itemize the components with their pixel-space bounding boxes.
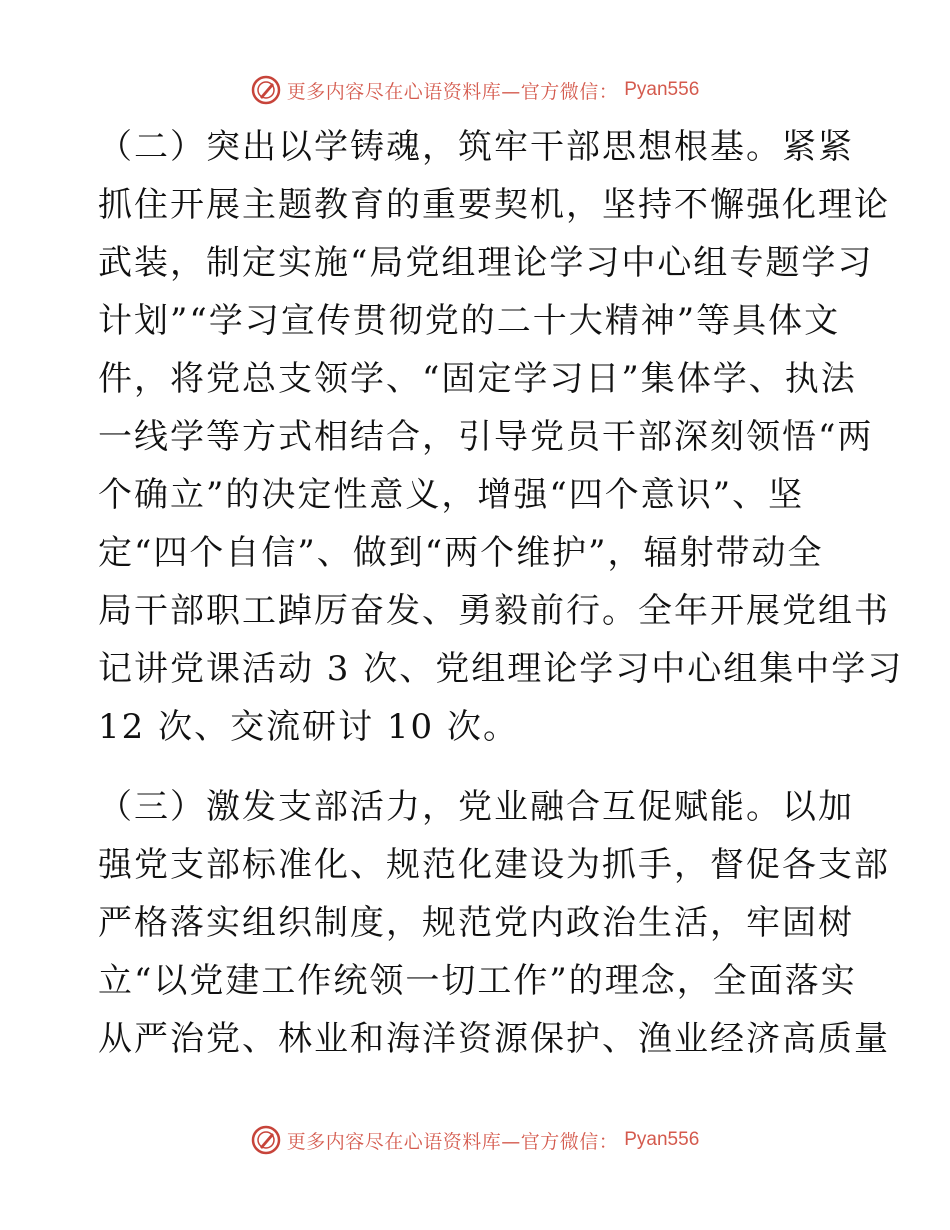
footer-watermark xyxy=(0,1120,950,1160)
paragraph-three xyxy=(98,778,890,1068)
text-line: （二）突出以学铸魂，筑牢干部思想根基。紧紧 xyxy=(98,127,854,167)
watermark-wechat-id: Pyan556 xyxy=(624,79,700,100)
document-body xyxy=(98,118,904,1068)
text-line: （三）激发支部活力，党业融合互促赋能。以加 xyxy=(98,787,854,827)
watermark-wechat-id: Pyan556 xyxy=(624,1129,700,1150)
paragraph-two xyxy=(98,118,904,756)
text-line: 抓住开展主题教育的重要契机，坚持不懈强化理论 xyxy=(98,185,890,225)
text-line: 定“四个自信”、做到“两个维护”，辐射带动全 xyxy=(98,533,824,573)
text-line: 12 次、交流研讨 10 次。 xyxy=(98,707,519,747)
text-line: 一线学等方式相结合，引导党员干部深刻领悟“两 xyxy=(98,417,874,457)
watermark-text: 更多内容尽在心语资料库—官方微信： xyxy=(286,1130,619,1153)
text-line: 立“以党建工作统领一切工作”的理念，全面落实 xyxy=(98,961,857,1001)
text-line: 从严治党、林业和海洋资源保护、渔业经济高质量 xyxy=(98,1019,890,1059)
header-watermark xyxy=(0,70,950,110)
pen-logo-icon xyxy=(251,75,281,105)
text-line: 记讲党课活动 3 次、党组理论学习中心组集中学习 xyxy=(98,649,904,689)
pen-logo-icon xyxy=(251,1125,281,1155)
text-line: 局干部职工踔厉奋发、勇毅前行。全年开展党组书 xyxy=(98,591,890,631)
text-line: 件，将党总支领学、“固定学习日”集体学、执法 xyxy=(98,359,857,399)
text-line: 严格落实组织制度，规范党内政治生活，牢固树 xyxy=(98,903,854,943)
text-line: 强党支部标准化、规范化建设为抓手，督促各支部 xyxy=(98,845,890,885)
text-line: 计划”“学习宣传贯彻党的二十大精神”等具体文 xyxy=(98,301,841,341)
watermark-text: 更多内容尽在心语资料库—官方微信： xyxy=(286,80,619,103)
text-line: 武装，制定实施“局党组理论学习中心组专题学习 xyxy=(98,243,874,283)
text-line: 个确立”的决定性意义，增强“四个意识”、坚 xyxy=(98,475,805,515)
